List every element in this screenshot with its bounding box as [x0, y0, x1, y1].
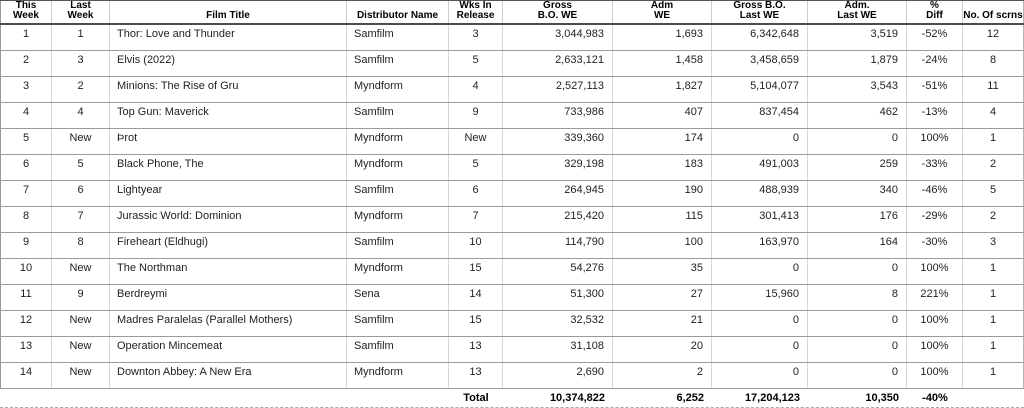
cell-this-week: 1: [0, 25, 52, 50]
cell-adm-last-we: 0: [808, 311, 907, 336]
table-row: [0, 285, 1024, 311]
col-header-this-week-line: Week: [13, 10, 39, 21]
cell-no-of-scrns: 8: [963, 51, 1024, 76]
cell-gross-bo-we: 339,360: [503, 129, 613, 154]
total-gross-bo-we: 10,374,822: [549, 392, 605, 404]
cell-no-of-scrns: 1: [963, 311, 1024, 336]
cell-no-of-scrns: 4: [963, 103, 1024, 128]
cell-gross-bo-we: 31,108: [503, 337, 613, 362]
total-row: [0, 389, 1024, 408]
cell-wks-in-release: 13: [449, 337, 503, 362]
cell-film-title: Berdreymi: [110, 285, 347, 310]
cell-adm-we: 35: [613, 259, 712, 284]
col-header-adm-we-line: WE: [653, 10, 671, 21]
cell-film-title: Jurassic World: Dominion: [110, 207, 347, 232]
cell-distributor-name: Myndform: [347, 155, 449, 180]
cell-wks-in-release: New: [449, 129, 503, 154]
col-header-wks-in-release-line: Release: [456, 10, 495, 21]
cell-this-week: 2: [0, 51, 52, 76]
cell-wks-in-release: 14: [449, 285, 503, 310]
cell-pct-diff: -51%: [907, 77, 963, 102]
cell-this-week: 11: [0, 285, 52, 310]
col-header-no-of-scrns-line: No. Of scrns: [963, 10, 1023, 21]
cell-no-of-scrns: 2: [963, 155, 1024, 180]
cell-wks-in-release: 10: [449, 233, 503, 258]
cell-gross-bo-last-we: 0: [712, 259, 808, 284]
cell-gross-bo-last-we: 5,104,077: [712, 77, 808, 102]
total-last-week: [52, 389, 110, 407]
cell-wks-in-release: 6: [449, 181, 503, 206]
cell-wks-in-release: 5: [449, 155, 503, 180]
cell-film-title: Operation Mincemeat: [110, 337, 347, 362]
cell-adm-we: 1,827: [613, 77, 712, 102]
cell-wks-in-release: 5: [449, 51, 503, 76]
cell-distributor-name: Samfilm: [347, 311, 449, 336]
col-header-gross-bo-last-we-line: Last WE: [739, 10, 780, 21]
col-header-gross-bo-we: [503, 1, 613, 23]
cell-no-of-scrns: 1: [963, 363, 1024, 388]
cell-adm-last-we: 8: [808, 285, 907, 310]
cell-pct-diff: -33%: [907, 155, 963, 180]
cell-last-week: New: [52, 259, 110, 284]
cell-last-week: 1: [52, 25, 110, 50]
cell-no-of-scrns: 3: [963, 233, 1024, 258]
cell-film-title: Minions: The Rise of Gru: [110, 77, 347, 102]
cell-pct-diff: 221%: [907, 285, 963, 310]
cell-gross-bo-last-we: 491,003: [712, 155, 808, 180]
cell-gross-bo-last-we: 0: [712, 363, 808, 388]
cell-gross-bo-last-we: 15,960: [712, 285, 808, 310]
cell-gross-bo-we: 54,276: [503, 259, 613, 284]
cell-pct-diff: 100%: [907, 129, 963, 154]
cell-pct-diff: 100%: [907, 363, 963, 388]
table-row: [0, 103, 1024, 129]
total-adm-last-we: 10,350: [865, 392, 899, 404]
cell-gross-bo-we: 3,044,983: [503, 25, 613, 50]
cell-distributor-name: Myndform: [347, 363, 449, 388]
col-header-adm-last-we-line: Last WE: [837, 10, 877, 21]
cell-no-of-scrns: 11: [963, 77, 1024, 102]
cell-gross-bo-we: 114,790: [503, 233, 613, 258]
cell-last-week: 6: [52, 181, 110, 206]
cell-adm-we: 190: [613, 181, 712, 206]
cell-film-title: Top Gun: Maverick: [110, 103, 347, 128]
cell-film-title: Black Phone, The: [110, 155, 347, 180]
cell-last-week: 4: [52, 103, 110, 128]
col-header-last-week: [52, 1, 110, 23]
cell-adm-last-we: 176: [808, 207, 907, 232]
cell-distributor-name: Samfilm: [347, 103, 449, 128]
col-header-wks-in-release-line: Wks In: [459, 1, 492, 11]
cell-adm-we: 1,458: [613, 51, 712, 76]
cell-distributor-name: Myndform: [347, 259, 449, 284]
cell-pct-diff: -30%: [907, 233, 963, 258]
cell-adm-last-we: 164: [808, 233, 907, 258]
cell-gross-bo-last-we: 0: [712, 129, 808, 154]
cell-last-week: 8: [52, 233, 110, 258]
cell-adm-we: 174: [613, 129, 712, 154]
cell-this-week: 4: [0, 103, 52, 128]
cell-gross-bo-we: 733,986: [503, 103, 613, 128]
cell-adm-last-we: 0: [808, 363, 907, 388]
cell-last-week: 9: [52, 285, 110, 310]
cell-pct-diff: -24%: [907, 51, 963, 76]
cell-adm-last-we: 340: [808, 181, 907, 206]
total-film-title: [110, 389, 347, 407]
table-header-row: [0, 1, 1024, 25]
table-row: [0, 337, 1024, 363]
cell-gross-bo-last-we: 163,970: [712, 233, 808, 258]
cell-gross-bo-we: 215,420: [503, 207, 613, 232]
col-header-gross-bo-we-line: B.O. WE: [537, 10, 578, 21]
table-row: [0, 207, 1024, 233]
cell-adm-last-we: 0: [808, 259, 907, 284]
cell-no-of-scrns: 12: [963, 25, 1024, 50]
total-adm-we: 6,252: [676, 392, 704, 404]
col-header-this-week-line: This: [15, 1, 37, 11]
cell-adm-we: 27: [613, 285, 712, 310]
cell-adm-last-we: 0: [808, 129, 907, 154]
table-row: [0, 311, 1024, 337]
col-header-distributor-name-line: Distributor Name: [356, 10, 439, 21]
cell-wks-in-release: 7: [449, 207, 503, 232]
table-body: [0, 25, 1024, 389]
total-label: Total: [463, 392, 489, 404]
cell-adm-we: 115: [613, 207, 712, 232]
cell-gross-bo-last-we: 0: [712, 337, 808, 362]
table-row: [0, 129, 1024, 155]
cell-this-week: 12: [0, 311, 52, 336]
cell-gross-bo-last-we: 488,939: [712, 181, 808, 206]
cell-pct-diff: 100%: [907, 337, 963, 362]
cell-last-week: 2: [52, 77, 110, 102]
cell-gross-bo-we: 51,300: [503, 285, 613, 310]
cell-last-week: 3: [52, 51, 110, 76]
cell-pct-diff: 100%: [907, 311, 963, 336]
cell-distributor-name: Myndform: [347, 77, 449, 102]
col-header-gross-bo-last-we-line: Gross B.O.: [733, 1, 786, 11]
cell-adm-we: 20: [613, 337, 712, 362]
cell-adm-we: 407: [613, 103, 712, 128]
col-header-pct-diff: [907, 1, 963, 23]
cell-adm-we: 2: [613, 363, 712, 388]
cell-pct-diff: -52%: [907, 25, 963, 50]
table-row: [0, 77, 1024, 103]
cell-pct-diff: -13%: [907, 103, 963, 128]
cell-distributor-name: Samfilm: [347, 181, 449, 206]
cell-film-title: Þrot: [110, 129, 347, 154]
table-row: [0, 259, 1024, 285]
cell-adm-last-we: 259: [808, 155, 907, 180]
cell-no-of-scrns: 5: [963, 181, 1024, 206]
cell-gross-bo-last-we: 3,458,659: [712, 51, 808, 76]
cell-pct-diff: -29%: [907, 207, 963, 232]
cell-last-week: 7: [52, 207, 110, 232]
cell-film-title: Thor: Love and Thunder: [110, 25, 347, 50]
col-header-distributor-name: [347, 1, 449, 23]
cell-adm-we: 1,693: [613, 25, 712, 50]
cell-this-week: 8: [0, 207, 52, 232]
cell-no-of-scrns: 1: [963, 337, 1024, 362]
col-header-last-week-line: Week: [67, 10, 94, 21]
cell-wks-in-release: 15: [449, 259, 503, 284]
cell-wks-in-release: 9: [449, 103, 503, 128]
col-header-film-title-line: Film Title: [206, 10, 250, 21]
cell-no-of-scrns: 1: [963, 285, 1024, 310]
cell-last-week: New: [52, 311, 110, 336]
cell-distributor-name: Samfilm: [347, 25, 449, 50]
total-no-of-scrns: [963, 389, 1024, 407]
col-header-adm-last-we: [808, 1, 907, 23]
col-header-this-week: [0, 1, 52, 23]
col-header-adm-we-line: Adm: [650, 1, 674, 11]
cell-adm-we: 183: [613, 155, 712, 180]
col-header-last-week-line: Last: [70, 1, 91, 11]
cell-last-week: New: [52, 129, 110, 154]
col-header-pct-diff-line: %: [930, 1, 939, 11]
cell-no-of-scrns: 1: [963, 259, 1024, 284]
cell-film-title: Lightyear: [110, 181, 347, 206]
cell-adm-last-we: 3,543: [808, 77, 907, 102]
cell-gross-bo-we: 2,690: [503, 363, 613, 388]
cell-adm-last-we: 0: [808, 337, 907, 362]
table-row: [0, 51, 1024, 77]
cell-gross-bo-we: 264,945: [503, 181, 613, 206]
total-distributor-name: [347, 389, 449, 407]
cell-film-title: Elvis (2022): [110, 51, 347, 76]
cell-this-week: 14: [0, 363, 52, 388]
cell-adm-last-we: 1,879: [808, 51, 907, 76]
cell-this-week: 13: [0, 337, 52, 362]
col-header-no-of-scrns: [963, 1, 1024, 23]
cell-adm-we: 21: [613, 311, 712, 336]
cell-gross-bo-we: 2,527,113: [503, 77, 613, 102]
cell-distributor-name: Myndform: [347, 207, 449, 232]
cell-adm-last-we: 462: [808, 103, 907, 128]
cell-film-title: Downton Abbey: A New Era: [110, 363, 347, 388]
cell-distributor-name: Samfilm: [347, 233, 449, 258]
cell-this-week: 10: [0, 259, 52, 284]
cell-wks-in-release: 3: [449, 25, 503, 50]
col-header-pct-diff-line: Diff: [926, 10, 943, 21]
cell-last-week: New: [52, 337, 110, 362]
total-this-week: [0, 389, 52, 407]
cell-distributor-name: Sena: [347, 285, 449, 310]
cell-adm-we: 100: [613, 233, 712, 258]
cell-this-week: 5: [0, 129, 52, 154]
table-row: [0, 155, 1024, 181]
total-gross-bo-last-we: 17,204,123: [744, 392, 800, 404]
cell-gross-bo-we: 2,633,121: [503, 51, 613, 76]
cell-gross-bo-we: 329,198: [503, 155, 613, 180]
table-row: [0, 363, 1024, 389]
cell-this-week: 6: [0, 155, 52, 180]
cell-no-of-scrns: 2: [963, 207, 1024, 232]
col-header-gross-bo-last-we: [712, 1, 808, 23]
cell-distributor-name: Samfilm: [347, 337, 449, 362]
table-row: [0, 233, 1024, 259]
cell-distributor-name: Myndform: [347, 129, 449, 154]
col-header-gross-bo-we-line: Gross: [543, 1, 572, 11]
cell-film-title: Madres Paralelas (Parallel Mothers): [110, 311, 347, 336]
cell-last-week: 5: [52, 155, 110, 180]
cell-distributor-name: Samfilm: [347, 51, 449, 76]
cell-gross-bo-last-we: 0: [712, 311, 808, 336]
cell-last-week: New: [52, 363, 110, 388]
cell-no-of-scrns: 1: [963, 129, 1024, 154]
cell-film-title: Fireheart (Eldhugi): [110, 233, 347, 258]
cell-pct-diff: 100%: [907, 259, 963, 284]
cell-gross-bo-last-we: 837,454: [712, 103, 808, 128]
cell-this-week: 7: [0, 181, 52, 206]
col-header-adm-last-we-line: Adm.: [844, 1, 870, 11]
cell-this-week: 3: [0, 77, 52, 102]
cell-adm-last-we: 3,519: [808, 25, 907, 50]
cell-wks-in-release: 4: [449, 77, 503, 102]
cell-gross-bo-last-we: 6,342,648: [712, 25, 808, 50]
cell-film-title: The Northman: [110, 259, 347, 284]
cell-wks-in-release: 15: [449, 311, 503, 336]
cell-gross-bo-we: 32,532: [503, 311, 613, 336]
cell-wks-in-release: 13: [449, 363, 503, 388]
col-header-film-title: [110, 1, 347, 23]
cell-this-week: 9: [0, 233, 52, 258]
cell-pct-diff: -46%: [907, 181, 963, 206]
cell-gross-bo-last-we: 301,413: [712, 207, 808, 232]
col-header-wks-in-release: [449, 1, 503, 23]
table-row: [0, 181, 1024, 207]
col-header-adm-we: [613, 1, 712, 23]
table-row: [0, 25, 1024, 51]
total-pct-diff: -40%: [922, 392, 948, 404]
